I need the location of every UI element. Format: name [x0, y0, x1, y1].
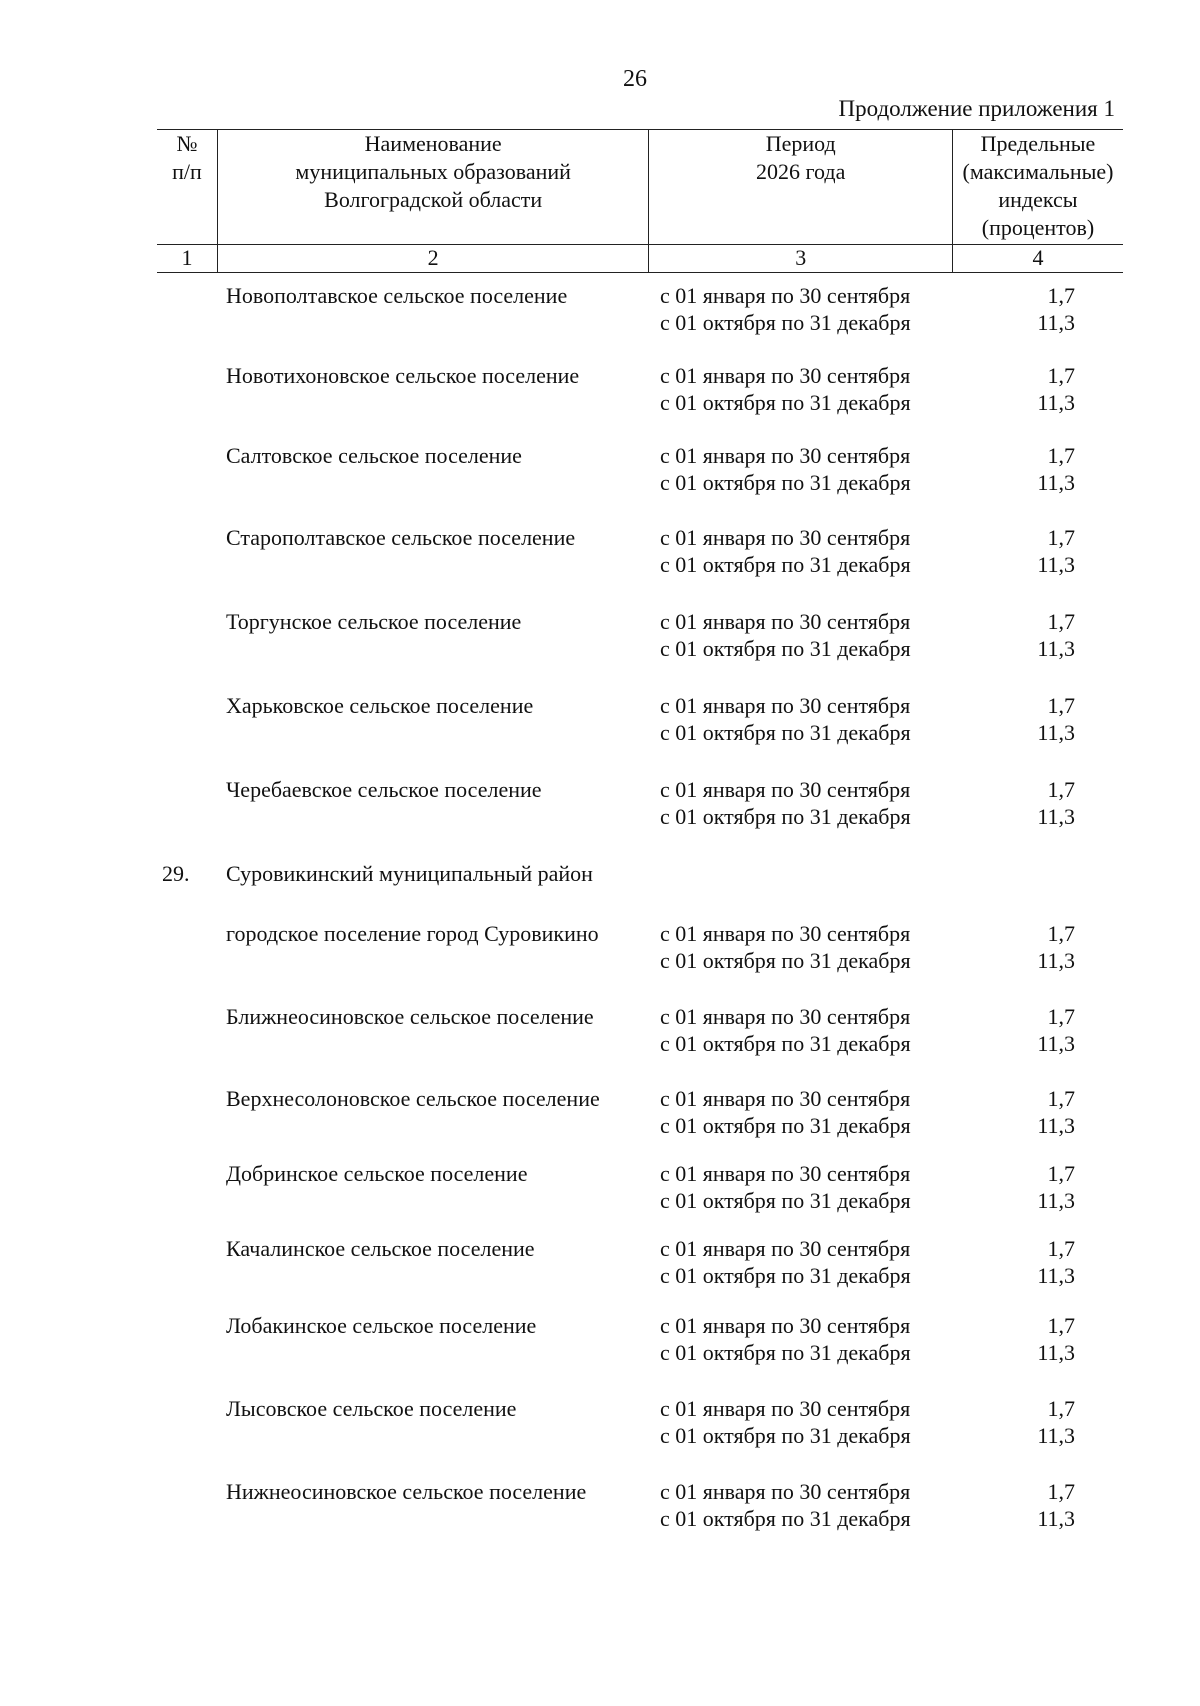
period-first: с 01 января по 30 сентября	[660, 1004, 911, 1029]
municipality-name: Торгунское сельское поселение	[226, 609, 522, 634]
index-first: 1,7	[1047, 363, 1075, 388]
period-second: с 01 октября по 31 декабря	[660, 948, 911, 973]
table-row	[0, 1160, 1200, 1216]
period-first: с 01 января по 30 сентября	[660, 609, 911, 634]
header-col-index	[953, 130, 1124, 245]
header-number-1: 1	[157, 245, 217, 273]
municipality-name: Ближнеосиновское сельское поселение	[226, 1004, 594, 1029]
municipality-name: городское поселение город Суровикино	[226, 921, 599, 946]
municipality-name: Нижнеосиновское сельское поселение	[226, 1479, 587, 1504]
table-row	[0, 1312, 1200, 1368]
period-first: с 01 января по 30 сентября	[660, 1161, 911, 1186]
table-row	[0, 920, 1200, 976]
header-text: (максимальные)	[962, 159, 1114, 184]
table-row	[0, 282, 1200, 338]
table-row	[0, 524, 1200, 580]
header-number-3: 3	[649, 245, 953, 273]
period-first: с 01 января по 30 сентября	[660, 283, 911, 308]
period-first: с 01 января по 30 сентября	[660, 1086, 911, 1111]
table-row	[0, 362, 1200, 418]
index-second: 11,3	[1037, 1340, 1075, 1365]
index-second: 11,3	[1037, 310, 1075, 335]
period-first: с 01 января по 30 сентября	[660, 1313, 911, 1338]
header-text: Волгоградской области	[324, 187, 543, 212]
municipality-name: Суровикинский муниципальный район	[226, 861, 593, 886]
period-second: с 01 октября по 31 декабря	[660, 1031, 911, 1056]
table-row	[0, 1085, 1200, 1141]
index-second: 11,3	[1037, 1263, 1075, 1288]
period-first: с 01 января по 30 сентября	[660, 1479, 911, 1504]
index-first: 1,7	[1047, 1086, 1075, 1111]
header-text: Наименование	[364, 131, 502, 156]
index-second: 11,3	[1037, 804, 1075, 829]
header-text: 2026 года	[756, 159, 846, 184]
index-second: 11,3	[1037, 470, 1075, 495]
header-number-2: 2	[217, 245, 649, 273]
period-second: с 01 октября по 31 декабря	[660, 804, 911, 829]
period-first: с 01 января по 30 сентября	[660, 443, 911, 468]
period-second: с 01 октября по 31 декабря	[660, 552, 911, 577]
table-header	[157, 129, 1123, 273]
index-second: 11,3	[1037, 1188, 1075, 1213]
period-second: с 01 октября по 31 декабря	[660, 636, 911, 661]
header-text: Предельные	[980, 131, 1096, 156]
period-second: с 01 октября по 31 декабря	[660, 1113, 911, 1138]
period-first: с 01 января по 30 сентября	[660, 777, 911, 802]
period-first: с 01 января по 30 сентября	[660, 1396, 911, 1421]
municipality-name: Лысовское сельское поселение	[226, 1396, 517, 1421]
header-text: №	[176, 131, 198, 156]
period-second: с 01 октября по 31 декабря	[660, 1506, 911, 1531]
municipality-name: Харьковское сельское поселение	[226, 693, 534, 718]
index-second: 11,3	[1037, 948, 1075, 973]
index-second: 11,3	[1037, 1423, 1075, 1448]
index-second: 11,3	[1037, 636, 1075, 661]
period-first: с 01 января по 30 сентября	[660, 525, 911, 550]
index-first: 1,7	[1047, 921, 1075, 946]
index-first: 1,7	[1047, 1161, 1075, 1186]
period-first: с 01 января по 30 сентября	[660, 1236, 911, 1261]
index-first: 1,7	[1047, 777, 1075, 802]
index-first: 1,7	[1047, 1004, 1075, 1029]
index-first: 1,7	[1047, 1479, 1075, 1504]
municipality-name: Верхнесолоновское сельское поселение	[226, 1086, 600, 1111]
municipality-name: Салтовское сельское поселение	[226, 443, 522, 468]
period-second: с 01 октября по 31 декабря	[660, 1188, 911, 1213]
header-text: муниципальных образований	[295, 159, 571, 184]
period-second: с 01 октября по 31 декабря	[660, 390, 911, 415]
index-first: 1,7	[1047, 1396, 1075, 1421]
index-second: 11,3	[1037, 1506, 1075, 1531]
header-number-4: 4	[953, 245, 1124, 273]
period-second: с 01 октября по 31 декабря	[660, 1423, 911, 1448]
index-second: 11,3	[1037, 720, 1075, 745]
table-row	[0, 776, 1200, 832]
period-first: с 01 января по 30 сентября	[660, 921, 911, 946]
header-text: Период	[765, 131, 836, 156]
table-row	[0, 692, 1200, 748]
header-text: индексы	[998, 187, 1078, 212]
continuation-label: Продолжение приложения 1	[838, 96, 1115, 121]
table-row	[0, 608, 1200, 664]
header-text: (процентов)	[981, 215, 1095, 240]
period-second: с 01 октября по 31 декабря	[660, 1340, 911, 1365]
municipality-name: Черебаевское сельское поселение	[226, 777, 542, 802]
index-first: 1,7	[1047, 693, 1075, 718]
index-second: 11,3	[1037, 1031, 1075, 1056]
index-second: 11,3	[1037, 390, 1075, 415]
municipality-name: Новополтавское сельское поселение	[226, 283, 568, 308]
table-row	[0, 1478, 1200, 1534]
index-second: 11,3	[1037, 1113, 1075, 1138]
municipality-name: Качалинское сельское поселение	[226, 1236, 535, 1261]
period-second: с 01 октября по 31 декабря	[660, 720, 911, 745]
table-row	[0, 442, 1200, 498]
period-second: с 01 октября по 31 декабря	[660, 1263, 911, 1288]
period-second: с 01 октября по 31 декабря	[660, 310, 911, 335]
municipality-name: Лобакинское сельское поселение	[226, 1313, 537, 1338]
header-col-name	[217, 130, 649, 245]
table-row	[0, 860, 1200, 916]
table-row	[0, 1003, 1200, 1059]
header-text: п/п	[172, 159, 202, 184]
municipality-name: Новотихоновское сельское поселение	[226, 363, 580, 388]
period-second: с 01 октября по 31 декабря	[660, 470, 911, 495]
index-first: 1,7	[1047, 1313, 1075, 1338]
municipality-name: Старополтавское сельское поселение	[226, 525, 576, 550]
municipality-name: Добринское сельское поселение	[226, 1161, 528, 1186]
index-first: 1,7	[1047, 283, 1075, 308]
header-col-period	[649, 130, 953, 245]
index-second: 11,3	[1037, 552, 1075, 577]
index-first: 1,7	[1047, 609, 1075, 634]
period-first: с 01 января по 30 сентября	[660, 363, 911, 388]
page-number: 26	[623, 66, 647, 92]
table-row	[0, 1235, 1200, 1291]
index-first: 1,7	[1047, 1236, 1075, 1261]
header-col-number	[157, 130, 217, 245]
period-first: с 01 января по 30 сентября	[660, 693, 911, 718]
index-first: 1,7	[1047, 525, 1075, 550]
table-row	[0, 1395, 1200, 1451]
row-number: 29.	[162, 861, 190, 886]
index-first: 1,7	[1047, 443, 1075, 468]
